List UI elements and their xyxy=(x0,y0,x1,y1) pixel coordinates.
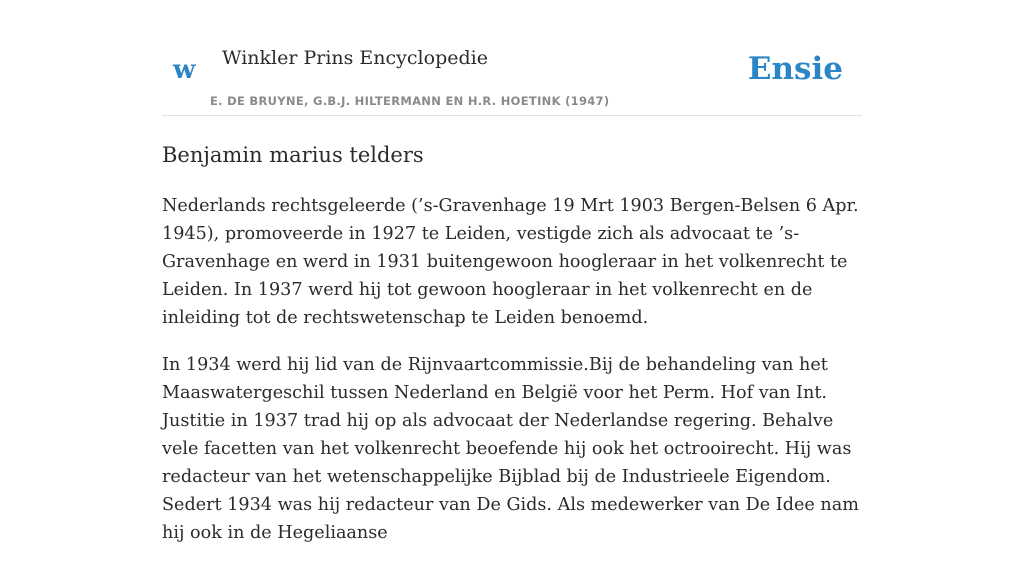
ensie-brand-logo[interactable]: Ensie xyxy=(747,51,843,87)
authors-line: E. DE BRUYNE, G.B.J. HILTERMANN EN H.R. HOETINK (1947) xyxy=(210,94,610,108)
site-header xyxy=(162,40,862,116)
site-logo-icon[interactable]: w xyxy=(173,55,196,85)
article-paragraph: Nederlands rechtsgeleerde (’s-Gravenhage 19 Mrt 1903 Bergen-Belsen 6 Apr. 1945), promoveerde in 1927 te Leiden, vestigde zich als advocaat te ’s-Gravenhage en werd in 1931 buitengewoon hoogleraar in het volkenrecht te Leiden. In 1937 werd hij tot gewoon hoogleraar in het volkenrecht en de inleiding tot de rechtswetenschap te Leiden benoemd. xyxy=(162,196,859,328)
article-title: Benjamin marius telders xyxy=(162,143,424,167)
encyclopedia-title[interactable]: Winkler Prins Encyclopedie xyxy=(222,47,488,69)
article-paragraph: In 1934 werd hij lid van de Rijnvaartcommissie.Bij de behandeling van het Maaswatergeschil tussen Nederland en België voor het Perm. Hof van Int. Justitie in 1937 trad hij op als advocaat der Nederlandse regering. Behalve vele facetten van het volkenrecht beoefende hij ook het octrooirecht. Hij was redacteur van het wetenschappelijke Bijblad bij de Industrieele Eigendom. Sedert 1934 was hij redacteur van De Gids. Als medewerker van De Idee nam hij ook in de Hegeliaanse xyxy=(162,355,859,543)
article-body xyxy=(162,192,862,566)
